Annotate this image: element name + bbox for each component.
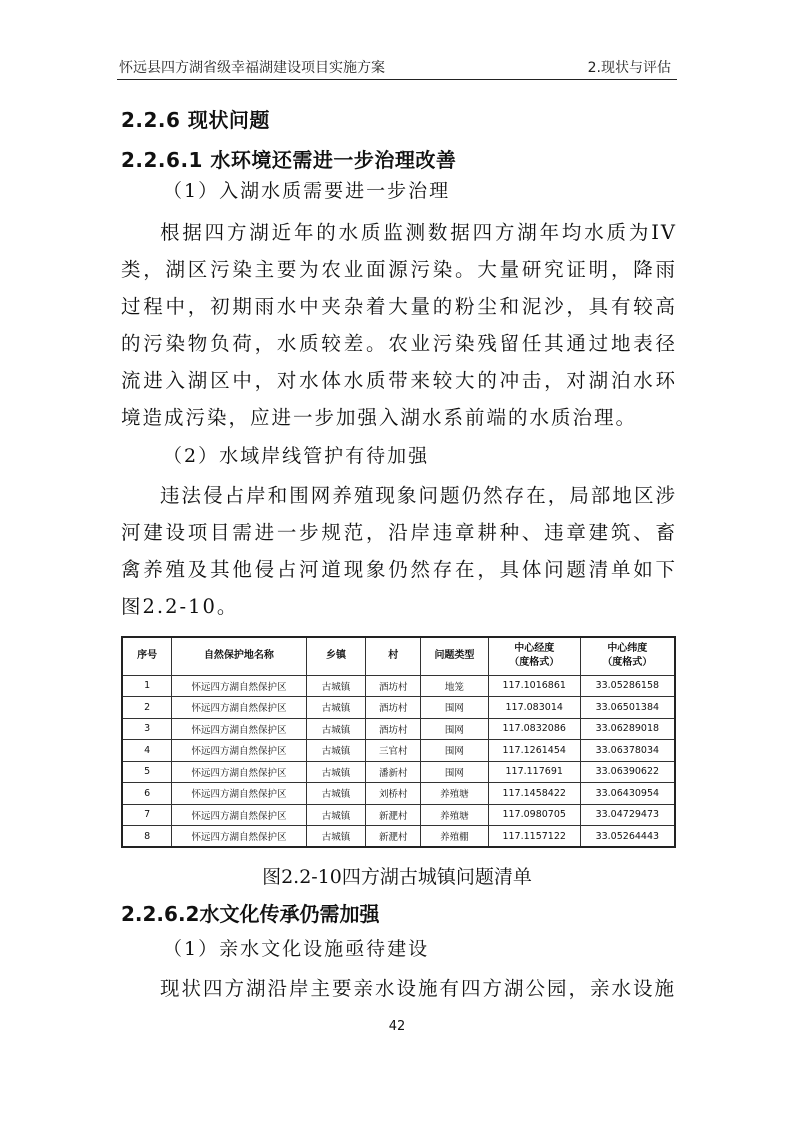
table-cell: 怀远四方湖自然保护区 (172, 761, 306, 783)
problem-list-table (121, 636, 676, 848)
table-cell: 新淝村 (366, 826, 421, 848)
table-cell: 117.1261454 (488, 740, 580, 762)
table-cell: 刘桥村 (366, 783, 421, 805)
table-cell: 8 (122, 826, 172, 848)
subsection-heading-2-2-6-2: 2.2.6.2水文化传承仍需加强 (121, 902, 380, 926)
item-heading-2: （2）水域岸线管护有待加强 (163, 445, 430, 467)
table-cell: 117.083014 (488, 697, 580, 719)
table-cell: 古城镇 (306, 761, 366, 783)
table-row (122, 675, 675, 697)
table-cell: 古城镇 (306, 718, 366, 740)
item-heading-1: （1）入湖水质需要进一步治理 (163, 180, 451, 202)
table-cell: 4 (122, 740, 172, 762)
figure-caption: 图2.2-10四方湖古城镇问题清单 (262, 866, 532, 888)
paragraph-water-quality: 根据四方湖近年的水质监测数据四方湖年均水质为IV类，湖区污染主要为农业面源污染。大量研究证明，降雨过程中，初期雨水中夹杂着大量的粉尘和泥沙，具有较高的污染物负荷，水质较差。农业污染残留任其通过地表径流进入湖区中，对水体水质带来较大的冲击，对湖泊水环境造成污染，应进一步加强入湖水系前端的水质治理。 (121, 221, 677, 429)
table-header-cell: 村 (366, 637, 421, 675)
table-cell: 潘新村 (366, 761, 421, 783)
chapter-label: 2.现状与评估 (587, 60, 671, 76)
page-header (117, 55, 677, 80)
table-cell: 117.1016861 (488, 675, 580, 697)
table-cell: 酒坊村 (366, 697, 421, 719)
table-header-cell: 中心纬度 （度格式） (580, 637, 675, 675)
table-header-cell: 中心经度 （度格式） (488, 637, 580, 675)
table-cell: 117.117691 (488, 761, 580, 783)
table-row (122, 740, 675, 762)
table-cell: 新淝村 (366, 804, 421, 826)
table-cell: 2 (122, 697, 172, 719)
table-cell: 围网 (421, 697, 489, 719)
table-cell: 33.06390622 (580, 761, 675, 783)
paragraph-waterfront-facilities: 现状四方湖沿岸主要亲水设施有四方湖公园，亲水设施 (160, 977, 677, 1000)
table-header-cell: 序号 (122, 637, 172, 675)
table-cell: 养殖棚 (421, 826, 489, 848)
table-body (122, 675, 675, 847)
table-cell: 5 (122, 761, 172, 783)
table-cell: 养殖塘 (421, 804, 489, 826)
table-header-cell: 问题类型 (421, 637, 489, 675)
table-cell: 怀远四方湖自然保护区 (172, 740, 306, 762)
table-cell: 怀远四方湖自然保护区 (172, 826, 306, 848)
table-cell: 怀远四方湖自然保护区 (172, 697, 306, 719)
table-row (122, 826, 675, 848)
table-cell: 117.0832086 (488, 718, 580, 740)
section-heading-2-2-6: 2.2.6 现状问题 (121, 108, 270, 132)
problem-list-table-wrap (121, 636, 677, 848)
table-cell: 酒坊村 (366, 675, 421, 697)
table-header-cell: 乡镇 (306, 637, 366, 675)
page-number: 42 (388, 1019, 406, 1034)
table-cell: 地笼 (421, 675, 489, 697)
table-cell: 3 (122, 718, 172, 740)
table-cell: 33.06430954 (580, 783, 675, 805)
subsection-heading-2-2-6-1: 2.2.6.1 水环境还需进一步治理改善 (121, 148, 457, 172)
table-cell: 古城镇 (306, 675, 366, 697)
table-row (122, 783, 675, 805)
table-cell: 7 (122, 804, 172, 826)
table-cell: 怀远四方湖自然保护区 (172, 804, 306, 826)
table-cell: 怀远四方湖自然保护区 (172, 783, 306, 805)
table-cell: 117.0980705 (488, 804, 580, 826)
table-row (122, 697, 675, 719)
table-cell: 围网 (421, 761, 489, 783)
item-heading-3: （1）亲水文化设施亟待建设 (163, 938, 430, 960)
table-header-cell: 自然保护地名称 (172, 637, 306, 675)
table-row (122, 761, 675, 783)
table-cell: 养殖塘 (421, 783, 489, 805)
table-cell: 三官村 (366, 740, 421, 762)
table-cell: 围网 (421, 718, 489, 740)
table-cell: 117.1157122 (488, 826, 580, 848)
table-cell: 古城镇 (306, 783, 366, 805)
table-cell: 古城镇 (306, 826, 366, 848)
table-cell: 6 (122, 783, 172, 805)
table-cell: 33.06501384 (580, 697, 675, 719)
paragraph-shoreline: 违法侵占岸和围网养殖现象问题仍然存在，局部地区涉河建设项目需进一步规范，沿岸违章耕种、违章建筑、畜禽养殖及其他侵占河道现象仍然存在，具体问题清单如下图2.2-10。 (121, 484, 677, 618)
table-row (122, 718, 675, 740)
table-cell: 酒坊村 (366, 718, 421, 740)
table-header-row (122, 637, 675, 675)
table-cell: 怀远四方湖自然保护区 (172, 718, 306, 740)
table-cell: 33.05264443 (580, 826, 675, 848)
table-cell: 古城镇 (306, 697, 366, 719)
table-cell: 33.06378034 (580, 740, 675, 762)
table-cell: 怀远四方湖自然保护区 (172, 675, 306, 697)
table-cell: 33.06289018 (580, 718, 675, 740)
table-cell: 33.05286158 (580, 675, 675, 697)
table-cell: 古城镇 (306, 740, 366, 762)
table-cell: 117.1458422 (488, 783, 580, 805)
table-cell: 33.04729473 (580, 804, 675, 826)
document-title: 怀远县四方湖省级幸福湖建设项目实施方案 (119, 60, 385, 76)
table-row (122, 804, 675, 826)
table-cell: 围网 (421, 740, 489, 762)
table-cell: 1 (122, 675, 172, 697)
table-cell: 古城镇 (306, 804, 366, 826)
